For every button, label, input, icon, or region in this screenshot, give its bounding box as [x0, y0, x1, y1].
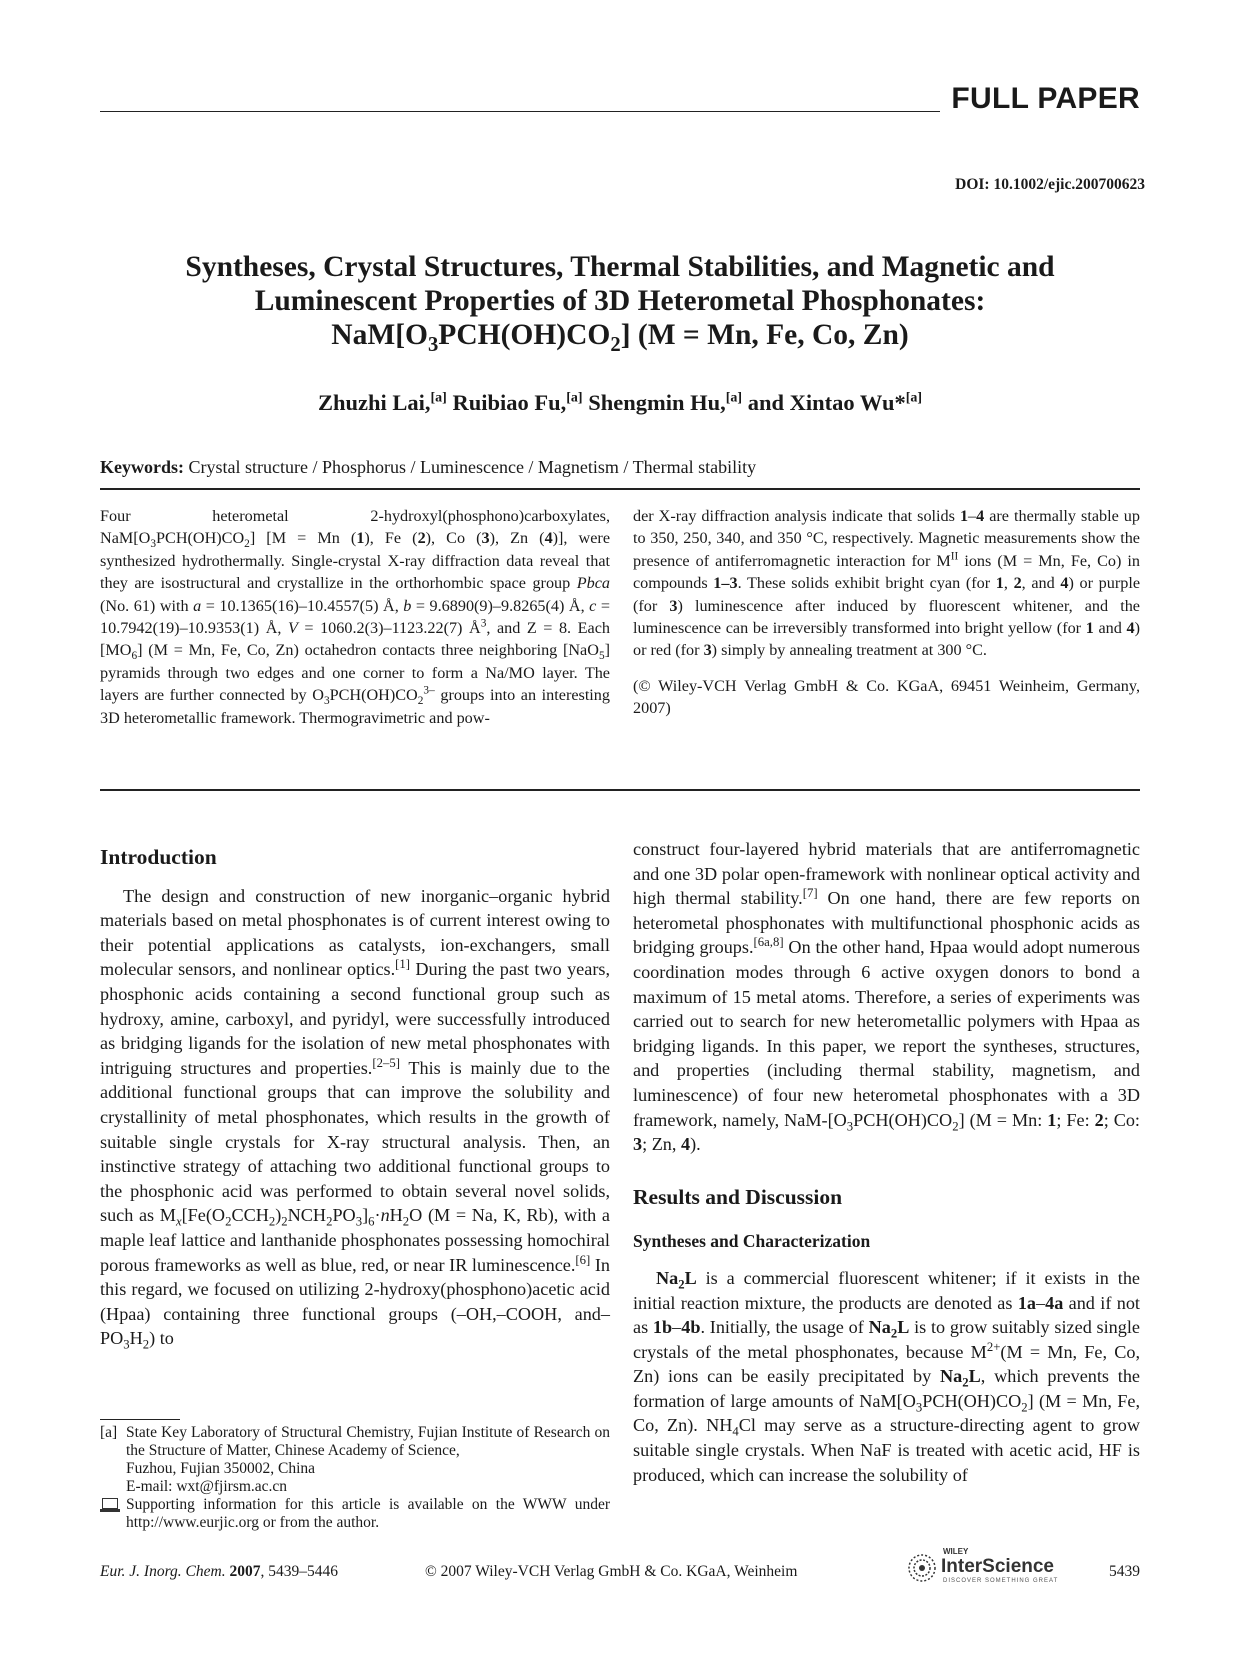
abstract-left: Four heterometal 2-hydroxyl(phosphono)carboxylates, $NaM[O_3PCH(OH)CO_2] [M = Mn$ (1), Fe (2), Co (3), Zn (4)], were synthesized hydrothermally. Single-crystal X-ray diffraction data reveal that they are isostructural and crystallize in the orthorhombic space group Pbca (No. 61) with a = 10.1365(16)–10.4557(5) Å, b = 9.6890(9)–9.8265(4) Å, c = 10.7942(19)–10.9353(1) Å, V = 1060.2(3)–1123.22(7) $Å^3$, and Z = 8. Each $[MO_6] (M = Mn$, Fe, Co, Zn) octahedron contacts three neighboring [NaO$_5$] pyramids through two edges and one corner to form a Na/MO layer. The layers are further connected by $O_3PCH(OH)CO_2^{3-}$ groups into an interesting 3D heterometallic framework. Thermogravimetric and pow- [100, 507, 611, 727]
logo-wiley: WILEY [943, 1547, 969, 1556]
globe-icon [905, 1552, 939, 1584]
author: Zhuzhi Lai,[a] [317, 390, 447, 415]
author: Shengmin Hu,[a] [588, 390, 743, 415]
footnote-mark: [a] [100, 1424, 118, 1441]
footnotes [100, 1424, 610, 1532]
title-line-1: Syntheses, Crystal Structures, Thermal Stabilities, and Magnetic and [185, 251, 1055, 283]
abstract-copyright: (© Wiley-VCH Verlag GmbH & Co. KGaA, 69451 Weinheim, Germany, 2007) [633, 676, 1140, 718]
title-line-2: Luminescent Properties of 3D Heterometal Phosphonates: [254, 285, 986, 317]
author-list [100, 390, 1140, 416]
interscience-logo [905, 1547, 1075, 1586]
section-label: FULL PAPER [951, 82, 1140, 115]
affiliation-footnote: [a] State Key Laboratory of Structural Chemistry, Fujian Institute of Research on the Structure of Matter, Chinese Academy of Science, Fuzhou, Fujian 350002, China E-mail: wxt@fjirsm.ac.cn [100, 1424, 610, 1495]
footnote-rule [100, 1419, 180, 1420]
keywords-rule [100, 488, 1140, 490]
paper-title [100, 250, 1140, 356]
logo-tagline: DISCOVER SOMETHING GREAT [943, 1578, 1059, 1584]
header-rule [100, 111, 940, 112]
syntheses-paragraph: $Na_2L$ is a commercial fluorescent whitener; if it exists in the initial reaction mixture, the products are denoted as 1a–4a and if not as 1b–4b. Initially, the usage of $Na_2L$ is to grow suitably sized single crystals of the metal phosphonates, because $M^{2+}(M = Mn$, Fe, Co, Zn) ions can be easily precipitated by $Na_2L$, which prevents the formation of large amounts of $NaM[O_3PCH(OH)CO_2] (M = Mn$, Fe, Co, Zn). $NH_4Cl$ may serve as a structure-directing agent to grow suitable single crystals. When NaF is treated with acetic acid, HF is produced, which can increase the solubility of [633, 1267, 1141, 1485]
logo-brand: InterScience [941, 1556, 1054, 1577]
computer-icon [100, 1498, 120, 1512]
doi: DOI: 10.1002/ejic.200700623 [955, 176, 1145, 193]
author: and Xintao Wu*[a] [747, 390, 923, 415]
keywords-label: Keywords: [100, 457, 184, 477]
subsection-heading-syntheses: Syntheses and Characterization [633, 1231, 871, 1252]
author: Ruibiao Fu,[a] [452, 390, 583, 415]
keywords [100, 457, 756, 478]
body-right-column [633, 837, 1140, 1487]
page-number: 5439 [1109, 1563, 1140, 1580]
section-heading-results: Results and Discussion [633, 1184, 843, 1209]
body-left-column [100, 837, 610, 1351]
keywords-text: Crystal structure / Phosphorus / Luminescence / Magnetism / Thermal stability [188, 457, 757, 477]
intro-continued: construct four-layered hybrid materials that are antiferromagnetic and one 3D polar open-framework with nonlinear optical activity and high thermal stability.[7] On one hand, there are few reports on heterometal phosphonates with multifunctional phosphonic acids as bridging groups.[6a,8] On the other hand, Hpaa would adopt numerous coordination modes through 6 active oxygen donors to bond a maximum of 15 metal atoms. Therefore, a series of experiments was carried out to search for new heterometallic polymers with Hpaa as bridging ligands. In this paper, we report the syntheses, structures, and properties (including thermal stability, magnetism, and luminescence) of four new heterometal phosphonates with a 3D framework, namely, NaM-$[O_3PCH(OH)CO_2] (M = Mn$: 1; Fe: 2; Co: 3; Zn, 4). [633, 839, 1140, 1155]
abstract-right: der X-ray diffraction analysis indicate that solids 1–4 are thermally stable up to 350, 250, 340, and 350 °C, respectively. Magnetic measurements show the presence of antiferromagnetic interaction for $M^{II}$ ions (M = Mn, Fe, Co) in compounds 1–3. These solids exhibit bright cyan (for 1, 2, and 4) or purple (for 3) luminescence after induced by fluorescent whitener, and the luminescence can be irreversibly transformed into bright yellow (for 1 and 4) or red (for 3) simply by annealing treatment at 300 °C. (© Wiley-VCH Verlag GmbH & Co. KGaA, 69451 Weinheim, Germany, 2007) [633, 505, 1140, 720]
intro-paragraph: The design and construction of new inorganic–organic hybrid materials based on metal phosphonates is of current interest owing to their potential applications as catalysts, ion-exchangers, small molecular sensors, and nonlinear optics.[1] During the past two years, phosphonic acids containing a second functional group such as hydroxy, amine, carboxyl, and pyridyl, were successfully introduced as bridging ligands for the isolation of new metal phosphonates with intriguing structures and properties.[2–5] This is mainly due to the additional functional groups that can improve the solubility and crystallinity of metal phosphonates, which results in the growth of suitable single crystals for X-ray structural analysis. Then, an instinctive strategy of attaching two additional functional groups to the phosphonic acid was performed to obtain several novel solids, such as $M_x[Fe(O_2CCH_2)_2NCH_2PO_3]_6\cdot nH_2O$ (M = Na, K, Rb), with a maple leaf lattice and lanthanide phosphonates possessing homochiral porous frameworks as well as blue, red, or near IR luminescence.[6] In this regard, we focused on utilizing 2-hydroxy(phosphono)acetic acid (Hpaa) containing three functional groups (–OH,–COOH, and–$PO_3H_2$) to [100, 885, 611, 1352]
section-heading-introduction: Introduction [100, 845, 217, 869]
abstract-rule [100, 789, 1140, 791]
journal-citation: Eur. J. Inorg. Chem. 2007, 5439–5446 [100, 1563, 338, 1580]
footer-copyright: © 2007 Wiley-VCH Verlag GmbH & Co. KGaA, Weinheim [425, 1563, 798, 1580]
supporting-info-footnote: Supporting information for this article is available on the WWW under http://www.eurjic.org or from the author. [100, 1496, 610, 1532]
title-line-3: $NaM[O_3PCH(OH)CO_2] (M = Mn$, Fe, Co, Zn) [331, 319, 909, 356]
email-link[interactable]: E-mail: wxt@fjirsm.ac.cn [126, 1478, 288, 1495]
